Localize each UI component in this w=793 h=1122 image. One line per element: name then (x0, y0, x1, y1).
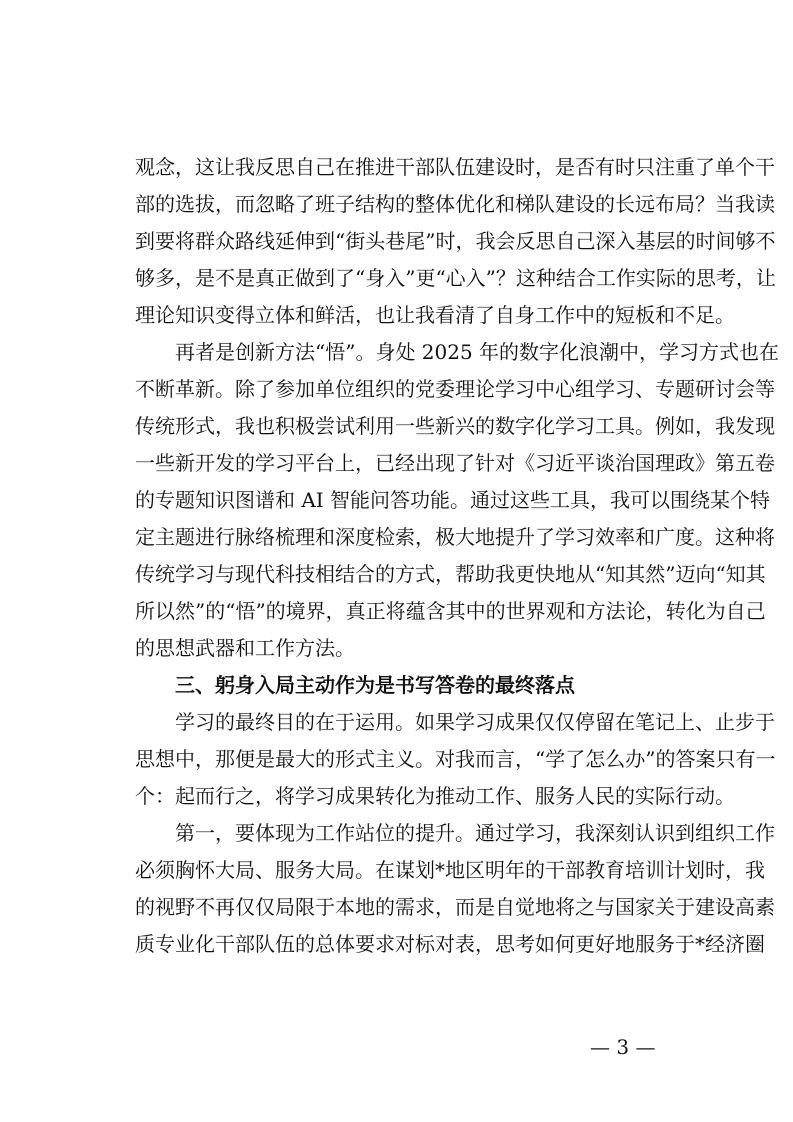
body-text-line: 个：起而行之，将学习成果转化为推动工作、服务人民的实际行动。 (135, 784, 735, 808)
body-text-line: 够多，是不是真正做到了“身入”更“心入”？这种结合工作实际的思考，让 (135, 266, 776, 290)
body-text-line: 到要将群众路线延伸到“街头巷尾”时，我会反思自己深入基层的时间够不 (135, 229, 776, 253)
body-text-line: 的视野不再仅仅局限于本地的需求，而是自觉地将之与国家关于建设高素 (135, 895, 775, 919)
body-text-line: 理论知识变得立体和鲜活，也让我看清了自身工作中的短板和不足。 (135, 303, 735, 327)
section-heading: 三、躬身入局主动作为是书写答卷的最终落点 (175, 673, 575, 697)
body-text-line: 部的选拔，而忽略了班子结构的整体优化和梯队建设的长远布局？当我读 (135, 192, 775, 216)
body-text-line: 一些新开发的学习平台上，已经出现了针对《习近平谈治国理政》第五卷 (135, 451, 775, 475)
body-text-line: 质专业化干部队伍的总体要求对标对表，思考如何更好地服务于*经济圈 (135, 932, 765, 956)
body-text-line: 的思想武器和工作方法。 (135, 636, 355, 660)
body-text-line: 不断革新。除了参加单位组织的党委理论学习中心组学习、专题研讨会等 (135, 377, 775, 401)
body-text-line: 再者是创新方法“悟”。身处 2025 年的数字化浪潮中，学习方式也在 (175, 340, 780, 364)
body-text-line: 第一，要体现为工作站位的提升。通过学习，我深刻认识到组织工作 (175, 821, 775, 845)
body-text-line: 的专题知识图谱和 AI 智能问答功能。通过这些工具，我可以围绕某个特 (135, 488, 771, 512)
body-text-line: 思想中，那便是最大的形式主义。对我而言，“学了怎么办”的答案只有一 (135, 747, 776, 771)
body-text-line: 传统学习与现代科技相结合的方式，帮助我更快地从“知其然”迈向“知其 (135, 562, 766, 586)
body-text-line: 所以然”的“悟”的境界，真正将蕴含其中的世界观和方法论，转化为自己 (135, 599, 766, 623)
body-text-line: 定主题进行脉络梳理和深度检索，极大地提升了学习效率和广度。这种将 (135, 525, 775, 549)
body-text-line: 必须胸怀大局、服务大局。在谋划*地区明年的干部教育培训计划时，我 (135, 858, 765, 882)
body-text-line: 观念，这让我反思自己在推进干部队伍建设时，是否有时只注重了单个干 (135, 155, 775, 179)
body-text-line: 学习的最终目的在于运用。如果学习成果仅仅停留在笔记上、止步于 (175, 710, 775, 734)
body-text-line: 传统形式，我也积极尝试利用一些新兴的数字化学习工具。例如，我发现 (135, 414, 775, 438)
page-number: — 3 — (590, 1035, 656, 1059)
